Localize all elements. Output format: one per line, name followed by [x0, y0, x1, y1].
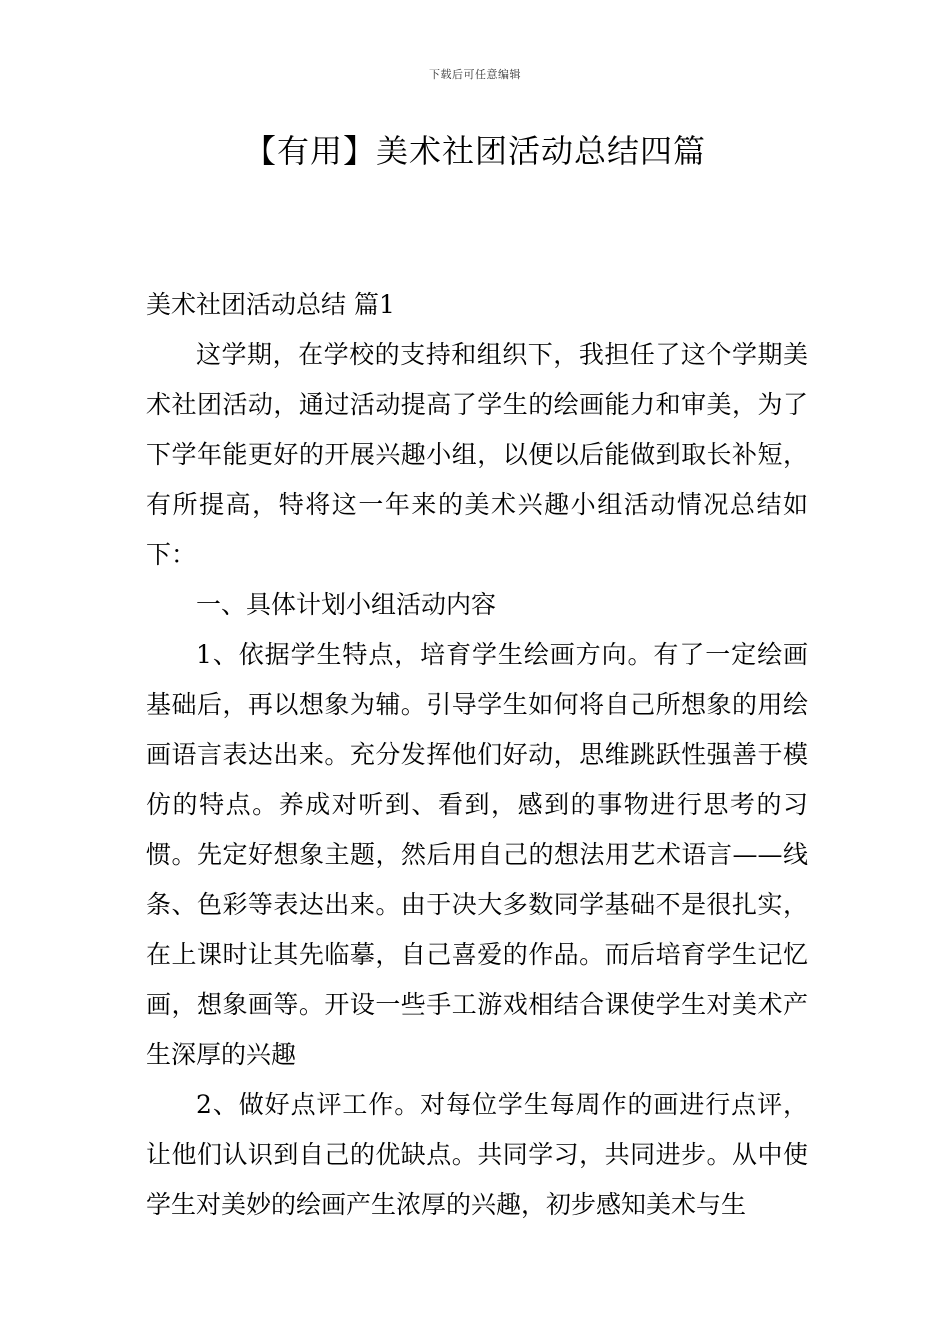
- paragraph-intro: 这学期，在学校的支持和组织下，我担任了这个学期美术社团活动，通过活动提高了学生的绘画能力和审美，为了下学年能更好的开展兴趣小组，以便以后能做到取长补短，有所提高，特将这一年来的美术兴趣小组活动情况总结如下：: [146, 340, 808, 569]
- paragraph-item-1: 1、依据学生特点，培育学生绘画方向。有了一定绘画基础后，再以想象为辅。引导学生如何将自己所想象的用绘画语言表达出来。充分发挥他们好动，思维跳跃性强善于模仿的特点。养成对听到、看到，感到的事物进行思考的习惯。先定好想象主题，然后用自己的想法用艺术语言——线条、色彩等表达出来。由于决大多数同学基础不是很扎实，在上课时让其先临摹，自己喜爱的作品。而后培育学生记忆画，想象画等。开设一些手工游戏相结合课使学生对美术产生深厚的兴趣: [146, 640, 808, 1069]
- header-note: 下载后可任意编辑: [429, 68, 521, 81]
- document-title: 【有用】美术社团活动总结四篇: [243, 132, 706, 170]
- paragraph-subheading: 一、具体计划小组活动内容: [196, 590, 497, 619]
- section-heading: 美术社团活动总结 篇1: [146, 290, 395, 319]
- paragraph-item-2: 2、做好点评工作。对每位学生每周作的画进行点评，让他们认识到自己的优缺点。共同学习，共同进步。从中使学生对美妙的绘画产生浓厚的兴趣，初步感知美术与生: [146, 1090, 808, 1219]
- document-body: [146, 280, 808, 1230]
